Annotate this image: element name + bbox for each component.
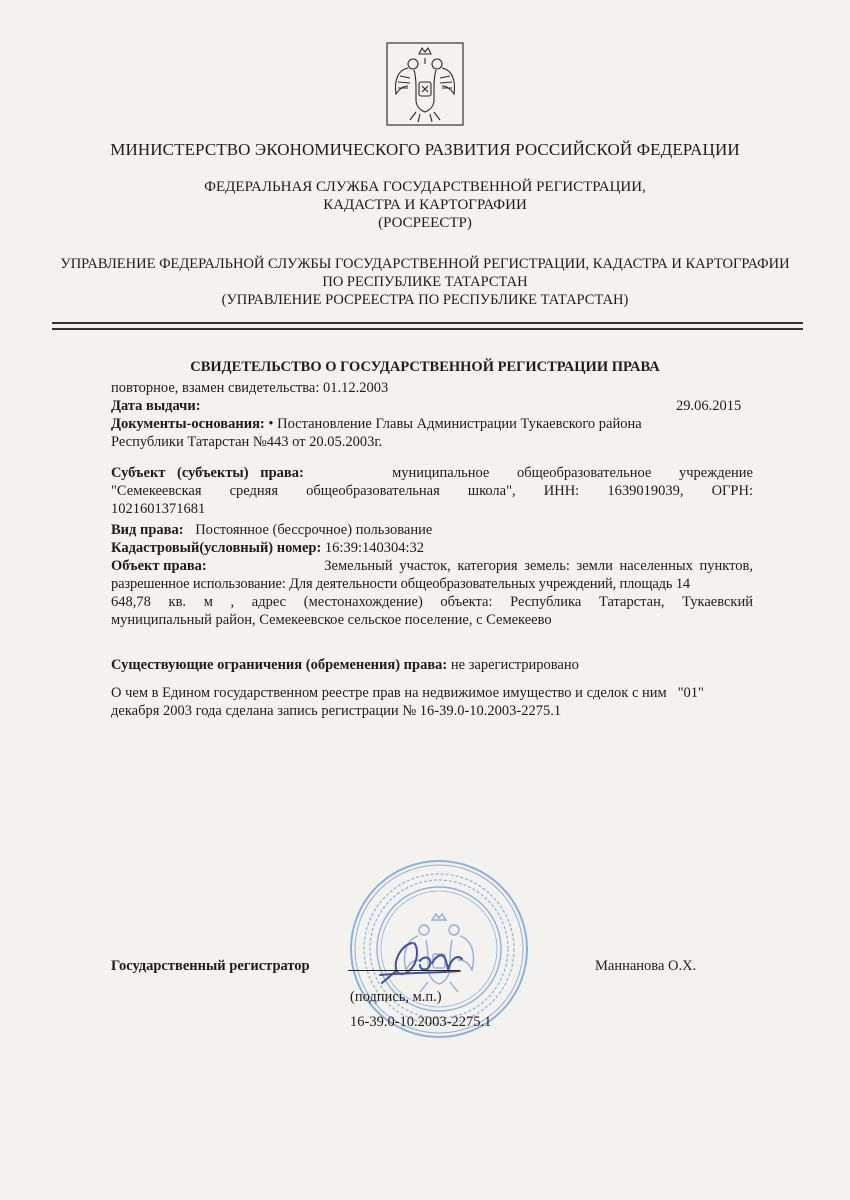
service-line: (РОСРЕЕСТР) bbox=[378, 215, 472, 231]
signature-line bbox=[348, 970, 460, 971]
service-line: ФЕДЕРАЛЬНАЯ СЛУЖБА ГОСУДАРСТВЕННОЙ РЕГИСТРАЦИИ, bbox=[204, 179, 646, 195]
object-value: Земельный участок, категория земель: земли населенных пунктов, bbox=[324, 558, 753, 574]
department-line: УПРАВЛЕНИЕ ФЕДЕРАЛЬНОЙ СЛУЖБЫ ГОСУДАРСТВЕННОЙ РЕГИСТРАЦИИ, КАДАСТРА И КАРТОГРАФИИ bbox=[60, 256, 790, 272]
registry-record: О чем в Едином государственном реестре прав на недвижимое имущество и сделок с ним "01" bbox=[111, 685, 704, 701]
header-divider bbox=[52, 328, 803, 330]
object-row bbox=[111, 557, 753, 575]
restrictions-label: Существующие ограничения (обременения) права: bbox=[111, 657, 448, 673]
service-line: КАДАСТРА И КАРТОГРАФИИ bbox=[323, 197, 527, 213]
cadastral-label: Кадастровый(условный) номер: bbox=[111, 540, 322, 556]
subject-value-cont: "Семекеевская средняя общеобразовательная школа", ИНН: 1639019039, ОГРН: bbox=[111, 483, 753, 499]
right-type-value: Постоянное (бессрочное) пользование bbox=[195, 522, 433, 538]
cadastral-row bbox=[111, 539, 424, 557]
basis-value-cont: Республики Татарстан №443 от 20.05.2003г. bbox=[111, 434, 383, 450]
subject-row bbox=[111, 464, 753, 482]
registrar-name: Маннанова О.Х. bbox=[595, 958, 697, 974]
object-value-cont: 648,78 кв. м , адрес (местонахождение) объекта: Республика Татарстан, Тукаевский bbox=[111, 594, 753, 610]
object-value-cont: муниципальный район, Семекеевское сельское поселение, с Семекеево bbox=[111, 612, 552, 628]
handwritten-signature bbox=[362, 935, 482, 985]
subject-value-cont: 1021601371681 bbox=[111, 501, 206, 517]
reissue-note: повторное, взамен свидетельства: 01.12.2003 bbox=[111, 380, 389, 396]
registrar-label: Государственный регистратор bbox=[111, 958, 310, 974]
registry-record-cont: декабря 2003 года сделана запись регистрации № 16-39.0-10.2003-2275.1 bbox=[111, 703, 562, 719]
issue-date-value: 29.06.2015 bbox=[676, 398, 742, 414]
service-heading bbox=[0, 178, 850, 232]
issue-date-label: Дата выдачи: bbox=[111, 398, 201, 414]
record-number: 16-39.0-10.2003-2275.1 bbox=[350, 1014, 492, 1030]
department-line: (УПРАВЛЕНИЕ РОСРЕЕСТРА ПО РЕСПУБЛИКЕ ТАТАРСТАН) bbox=[221, 292, 629, 308]
right-type-label: Вид права: bbox=[111, 522, 184, 538]
object-label: Объект права: bbox=[111, 558, 207, 574]
header-divider bbox=[52, 322, 803, 324]
right-type-row bbox=[111, 521, 432, 539]
basis-label: Документы-основания: bbox=[111, 416, 265, 432]
certificate-title: СВИДЕТЕЛЬСТВО О ГОСУДАРСТВЕННОЙ РЕГИСТРАЦИИ ПРАВА bbox=[190, 359, 660, 375]
double-headed-eagle-icon bbox=[386, 42, 464, 126]
restrictions-row bbox=[111, 656, 579, 674]
ministry-heading: МИНИСТЕРСТВО ЭКОНОМИЧЕСКОГО РАЗВИТИЯ РОССИЙСКОЙ ФЕДЕРАЦИИ bbox=[110, 140, 740, 159]
subject-label: Субъект (субъекты) права: bbox=[111, 465, 304, 481]
department-heading bbox=[0, 255, 850, 309]
signature-caption: (подпись, м.п.) bbox=[350, 989, 442, 1005]
cadastral-value: 16:39:140304:32 bbox=[324, 540, 425, 556]
restrictions-value: не зарегистрировано bbox=[450, 657, 579, 673]
basis-value: • Постановление Главы Администрации Тукаевского района bbox=[268, 416, 642, 432]
object-value-cont: разрешенное использование: Для деятельности общеобразовательных учреждений, площадь 14 bbox=[111, 576, 691, 592]
subject-value: муниципальное общеобразовательное учреждение bbox=[392, 465, 753, 481]
department-line: ПО РЕСПУБЛИКЕ ТАТАРСТАН bbox=[322, 274, 528, 290]
basis-documents bbox=[111, 415, 751, 433]
